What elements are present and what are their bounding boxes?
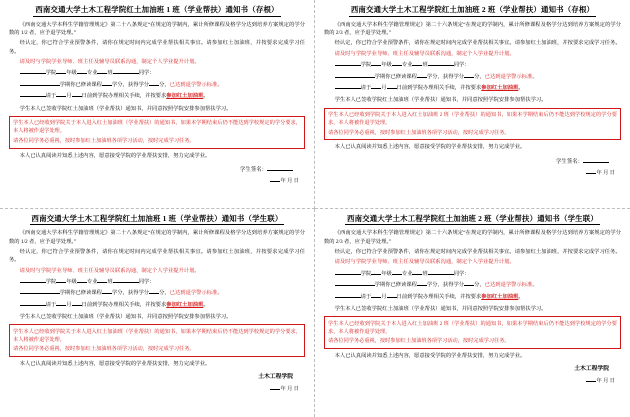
doc-title-main: 西南交通大学土木工程学院红土加油班 1 班（学业帮扶）通知书 [35,5,249,14]
doc-form-line-1: 学院 年级 专业 班 同学： [9,277,305,286]
doc-red-notice-1: 学生本人已经收到学院关于本人进入红土加油班 2 班（学业帮扶）的通知书，如果本学期结束后仍不能达到学校规定的学分要求，本人将被作退学处理。 [328,320,617,335]
document-card-top-left [0,0,315,209]
doc-receipt-line: 学生本人已签收学院红土加油班（学业帮扶）通知书，并同意按照学院安排参加帮扶学习。 [19,105,232,112]
doc-red-notice-1: 学生本人已经收到学院关于本人进入红土加油班（学业帮扶）的通知书，如果本学期结束后仍不能达到学校规定的学分要求，本人将被作退学处理。 [13,120,301,135]
doc-title [324,215,621,226]
doc-para-2: 经认定，你已符合学业预警条件，请你在规定时间内完成学业帮扶相关事宜。请参加红土加油班，并按要求完成学习任务。 [334,248,621,255]
doc-date-label: 年 月 日 [280,386,299,393]
doc-date-label: 年 月 日 [280,177,299,184]
doc-para-1: 《西南交通大学本科生学籍管理规定》第二十六条规定“在规定的学制内，累计所修课程及格学分达到培养方案规定的学分数的 2/3 者，应予退学处理。” [324,230,621,245]
doc-red-notice-1: 学生本人已经收到学院关于本人进入红土加油班 2 班（学业帮扶）的通知书，如果本学期结束后仍不能达到学校规定的学分要求，本人将被作退学处理。 [328,112,617,127]
doc-red-notice [9,116,305,149]
doc-title-main: 西南交通大学土木工程学院红土加油班 2 班（学业帮扶）通知书 [350,5,564,14]
doc-receipt-line: 学生本人已签收学院红土加油班（学业帮扶）通知书，并同意按照学院安排参加帮扶学习。 [334,97,547,104]
doc-red-notice [9,324,305,357]
doc-form-line-2: 学期你已修读课程 学分，获得学分 分，已达到退学警示标准。 [9,288,305,297]
doc-para-2: 经认定，你已符合学业预警条件，请你在规定时间内完成学业帮扶相关事宜。请参加红土加油班，并按要求完成学习任务。 [9,248,305,264]
doc-date-label: 年 月 日 [596,377,615,384]
doc-title-main: 西南交通大学土木工程学院红土加油班 2 班（学业帮扶）通知书 [347,213,560,223]
doc-tail-line: 本人已认真阅读并知悉上述内容，愿意接受学院的学业帮扶安排，努力完成学业。 [334,352,526,359]
doc-red-notice-2: 请各位同学务必重视，按时参加红土加油班各项学习活动，按时完成学习任务。 [328,129,510,136]
doc-title [9,215,305,226]
doc-tail-line: 本人已认真阅读并知悉上述内容，愿意接受学院的学业帮扶安排，努力完成学业。 [19,152,211,159]
document-card-bottom-left [0,209,315,417]
doc-para-2: 经认定，你已符合学业预警条件，请你在规定时间内完成学业帮扶相关事宜。请参加红土加油班，并按要求完成学习任务。 [9,40,305,55]
doc-receipt-line: 学生本人已签收学院红土加油班（学业帮扶）通知书，并同意按照学院安排参加帮扶学习。 [334,305,547,312]
doc-receipt-line: 学生本人已签收学院红土加油班（学业帮扶）通知书，并同意按照学院安排参加帮扶学习。 [19,314,232,321]
doc-signature-block [324,157,621,167]
doc-date-line [9,384,305,392]
doc-date-label: 年 月 日 [596,169,615,176]
doc-signature-label: 学生签名： [556,158,583,165]
doc-title-suffix: （存根） [248,5,279,14]
doc-form-line-2: 学期你已修读课程 学分，获得学分 分，已达到退学警示标准。 [324,280,621,289]
doc-title-main: 西南交通大学土木工程学院红土加油班 1 班（学业帮扶）通知书 [31,213,245,223]
doc-form-line-1: 学院 年级 专业 班 同学： [324,60,621,69]
doc-title-suffix: （存根） [563,5,595,14]
doc-title-suffix: （学生联） [559,213,598,223]
document-card-bottom-right [315,209,630,417]
doc-form-line-2: 学期你已修读课程 学分，获得学分 分，已达到退学警示标准。 [324,72,621,81]
doc-form-line-3: 请于 月 日前到学院办理相关手续，并按要求参加红土加油班。 [324,83,621,92]
doc-signature-block [9,165,305,175]
doc-footer-org: 土木工程学院 [258,374,293,381]
document-card-top-right [315,0,630,209]
doc-red-notice-2: 请各位同学务必重视，按时参加红土加油班各项学习活动，按时完成学习任务。 [13,346,195,353]
doc-para-3: 请及时与学院学业导师、班主任及辅导员联系沟通，制定个人学业提升计划。 [334,259,515,266]
doc-para-3: 请及时与学院学业导师、班主任及辅导员联系沟通，制定个人学业提升计划。 [334,50,515,57]
doc-footer-org-block [324,365,621,375]
doc-date-line [9,176,305,184]
doc-title [9,6,305,17]
doc-red-notice-2: 请各位同学务必重视，按时参加红土加油班各项学习活动，按时完成学习任务。 [13,137,195,144]
doc-para-2: 经认定，你已符合学业预警条件，请你在规定时间内完成学业帮扶相关事宜。请参加红土加油班，并按要求完成学习任务。 [334,40,621,47]
doc-red-notice [324,316,621,349]
doc-footer-org-block [9,373,305,383]
doc-form-line-3: 请于 月 日前到学院办理相关手续，并按要求参加红土加油班。 [9,300,305,309]
doc-red-notice-2: 请各位同学务必重视，按时参加红土加油班各项学习活动，按时完成学习任务。 [328,338,510,345]
doc-form-line-3: 请于 月 日前到学院办理相关手续，并按要求参加红土加油班。 [9,91,305,100]
doc-red-notice-1: 学生本人已经收到学院关于本人进入红土加油班（学业帮扶）的通知书，如果本学期结束后仍不能达到学校规定的学分要求，本人将被作退学处理。 [13,328,301,343]
doc-tail-line: 本人已认真阅读并知悉上述内容，愿意接受学院的学业帮扶安排，努力完成学业。 [334,144,526,151]
doc-tail-line: 本人已认真阅读并知悉上述内容，愿意接受学院的学业帮扶安排，努力完成学业。 [19,361,211,368]
doc-title [324,6,621,17]
doc-signature-label: 学生签名： [240,166,267,173]
doc-date-line [324,168,621,176]
doc-form-line-1: 学院 年级 专业 班 同学： [9,68,305,77]
doc-date-line [324,376,621,384]
doc-footer-org: 土木工程学院 [574,366,609,373]
doc-title-suffix: （学生联） [244,213,283,223]
doc-para-1: 《西南交通大学本科生学籍管理规定》第二十八条规定“在规定的学制内，累计所修课程及格学分达到培养方案规定的学分数的 1/2 者，应予退学处理。” [9,230,305,245]
doc-form-line-3: 请于 月 日前到学院办理相关手续，并按要求参加红土加油班。 [324,292,621,301]
doc-para-1: 《西南交通大学本科生学籍管理规定》第二十八条规定“在规定的学制内，累计所修课程及格学分达到培养方案规定的学分数的 1/2 者，应予退学处理。” [9,21,305,37]
doc-para-1: 《西南交通大学本科生学籍管理规定》第二十六条规定“在规定的学制内，累计所修课程及格学分达到培养方案规定的学分数的 2/3 者，应予退学处理。” [324,21,621,37]
doc-red-notice [324,108,621,141]
doc-para-3: 请及时与学院学业导师、班主任及辅导员联系沟通，制定个人学业提升计划。 [19,59,200,66]
doc-form-line-2: 学期你已修读课程 学分，获得学分 分，已达到退学警示标准。 [9,80,305,89]
doc-form-line-1: 学院 年级 专业 班 同学： [324,269,621,278]
doc-para-3: 请及时与学院学业导师、班主任及辅导员联系沟通，制定个人学业提升计划。 [19,267,200,274]
